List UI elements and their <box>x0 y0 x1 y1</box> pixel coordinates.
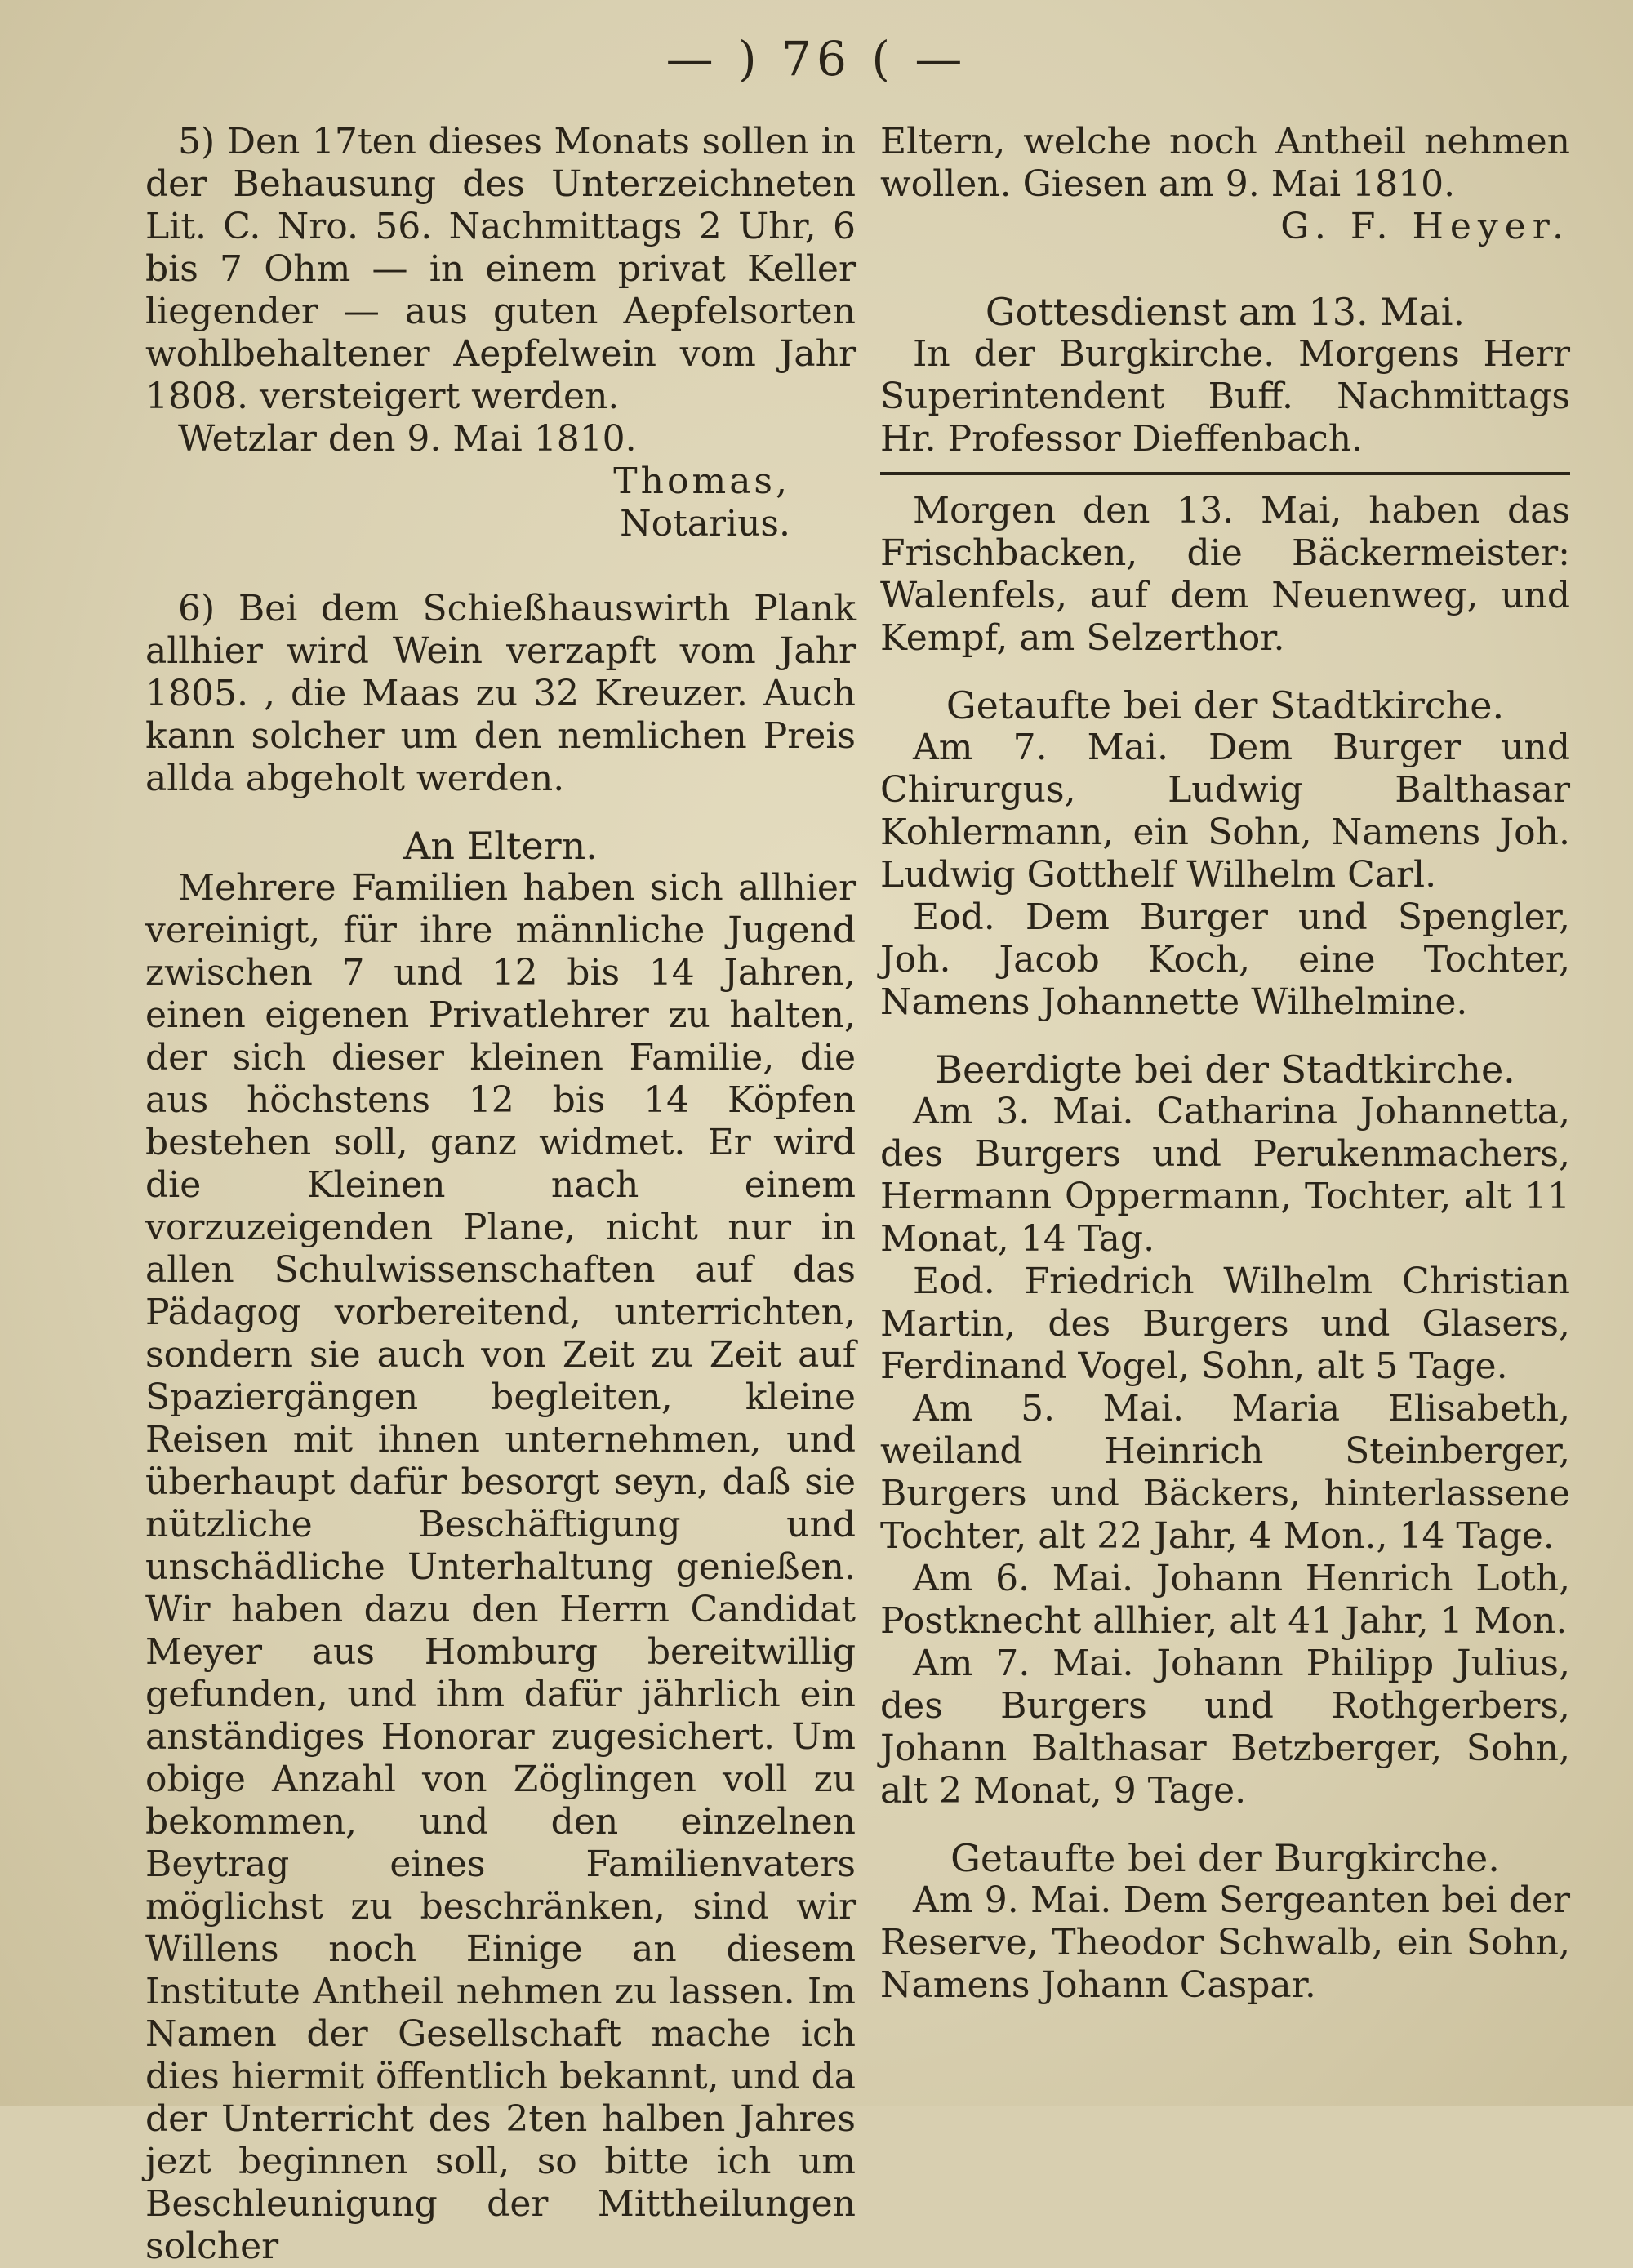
notice-6-text: 6) Bei dem Schießhauswirth Plank allhier wird Wein verzapft vom Jahr 1805. , die Maas zu 32 Kreuzer. Auch kann solcher um den nemlichen Preis allda abgeholt werden. <box>145 588 856 799</box>
right-column <box>880 121 1570 2007</box>
notice-5-signature-title: Notarius. <box>620 503 790 545</box>
baptized-castle-heading: Getaufte bei der Burgkirche. <box>950 1836 1500 1880</box>
notice-5-date: Wetzlar den 9. Mai 1810. <box>178 418 637 460</box>
buried-city-entry: Am 6. Mai. Johann Henrich Loth, Postknecht allhier, alt 41 Jahr, 1 Mon. <box>880 1558 1570 1642</box>
baptized-castle-entry: Am 9. Mai. Dem Sergeanten bei der Reserve, Theodor Schwalb, ein Sohn, Namens Johann Caspar. <box>880 1879 1570 2006</box>
baptized-city-entry: Eod. Dem Burger und Spengler, Joh. Jacob Koch, eine Tochter, Namens Johannette Wilhelmine. <box>880 896 1570 1023</box>
notice-5-text: 5) Den 17ten dieses Monats sollen in der Behausung des Unterzeichneten Lit. C. Nro. 56. Nachmittags 2 Uhr, 6 bis 7 Ohm — in einem privat Keller liegender — aus guten Aepfelsorten wohlbehaltener Aepfelwein vom Jahr 1808. versteigert werden. <box>145 121 856 417</box>
buried-city-heading: Beerdigte bei der Stadtkirche. <box>935 1047 1515 1092</box>
buried-city-entry: Eod. Friedrich Wilhelm Christian Martin, des Burgers und Glasers, Ferdinand Vogel, Sohn, alt 5 Tage. <box>880 1261 1570 1387</box>
page-number: — ) 76 ( — <box>665 31 968 87</box>
service-text: In der Burgkirche. Morgens Herr Superintendent Buff. Nachmittags Hr. Professor Dieffenbach. <box>880 333 1570 460</box>
parents-text-continued: Eltern, welche noch Antheil nehmen wollen. Giesen am 9. Mai 1810. <box>880 121 1570 205</box>
left-column <box>145 121 856 2268</box>
service-heading: Gottesdienst am 13. Mai. <box>985 290 1466 334</box>
buried-city-entry: Am 5. Mai. Maria Elisabeth, weiland Heinrich Steinberger, Burgers und Bäckers, hinterlassene Tochter, alt 22 Jahr, 4 Mon., 14 Tage. <box>880 1388 1570 1557</box>
parents-heading: An Eltern. <box>403 824 598 868</box>
notice-5-signature-name: Thomas, <box>613 460 790 502</box>
baptized-city-heading: Getaufte bei der Stadtkirche. <box>946 683 1505 727</box>
buried-city-entry: Am 7. Mai. Johann Philipp Julius, des Burgers und Rothgerbers, Johann Balthasar Betzberger, Sohn, alt 2 Monat, 9 Tage. <box>880 1643 1570 1812</box>
bakers-notice: Morgen den 13. Mai, haben das Frischbacken, die Bäckermeister: Walenfels, auf dem Neuenweg, und Kempf, am Selzerthor. <box>880 490 1570 659</box>
parents-text: Mehrere Familien haben sich allhier vereinigt, für ihre männliche Jugend zwischen 7 und 12 bis 14 Jahren, einen eigenen Privatlehrer zu halten, der sich dieser kleinen Familie, die aus höchstens 12 bis 14 Köpfen bestehen soll, ganz widmet. Er wird die Kleinen nach einem vorzuzeigenden Plane, nicht nur in allen Schulwissenschaften auf das Pädagog vorbereitend, unterrichten, sondern sie auch von Zeit zu Zeit auf Spaziergängen begleiten, kleine Reisen mit ihnen unternehmen, und überhaupt dafür besorgt seyn, daß sie nützliche Beschäftigung und unschädliche Unterhaltung genießen. Wir haben dazu den Herrn Candidat Meyer aus Homburg bereitwillig gefunden, und ihm dafür jährlich ein anständiges Honorar zugesichert. Um obige Anzahl von Zöglingen voll zu bekommen, und den einzelnen Beytrag eines Familienvaters möglichst zu beschränken, sind wir Willens noch Einige an diesem Institute Antheil nehmen zu lassen. Im Namen der Gesellschaft mache ich dies hiermit öffentlich bekannt, und da der Unterricht des 2ten halben Jahres jezt beginnen soll, so bitte ich um Beschleunigung der Mittheilungen solcher <box>145 867 856 2267</box>
buried-city-entry: Am 3. Mai. Catharina Johannetta, des Burgers und Perukenmachers, Hermann Oppermann, Tochter, alt 11 Monat, 14 Tag. <box>880 1091 1570 1260</box>
section-divider <box>880 472 1570 475</box>
baptized-city-entry: Am 7. Mai. Dem Burger und Chirurgus, Ludwig Balthasar Kohlermann, ein Sohn, Namens Joh. Ludwig Gotthelf Wilhelm Carl. <box>880 727 1570 896</box>
parents-signature: G. F. Heyer. <box>1280 206 1570 247</box>
